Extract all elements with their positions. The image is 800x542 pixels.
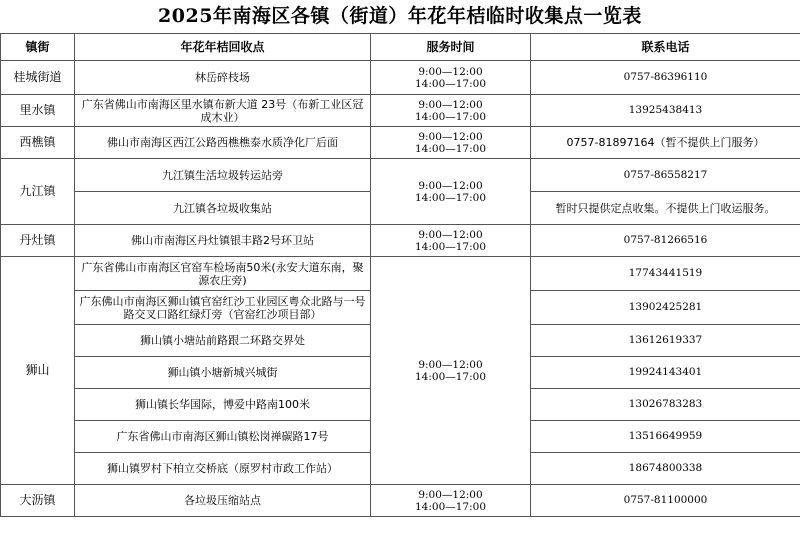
time-afternoon: 14:00—17:00 <box>414 110 487 123</box>
phone-cell: 0757-81897164（暂不提供上门服务） <box>531 127 800 159</box>
point-cell: 狮山镇长华国际，博爱中路南100米 <box>75 389 371 421</box>
phone-cell: 19924143401 <box>531 357 800 389</box>
table-row <box>1 95 800 127</box>
table-row <box>1 61 800 95</box>
point-cell: 林岳碎枝场 <box>75 61 371 95</box>
point-cell: 广东省佛山市南海区官窑车检场南50米(永安大道东南，聚源农庄旁) <box>75 257 371 291</box>
collection-points-table <box>0 33 800 517</box>
point-cell: 各垃圾压缩站点 <box>75 485 371 517</box>
table-row <box>1 225 800 257</box>
table-row <box>1 159 800 192</box>
header-time: 服务时间 <box>371 34 531 61</box>
phone-cell: 0757-86558217 <box>531 159 800 192</box>
table-header-row <box>1 34 800 61</box>
phone-cell: 0757-81266516 <box>531 225 800 257</box>
point-cell: 广东省佛山市南海区狮山镇松岗禅碳路17号 <box>75 421 371 453</box>
time-morning: 9:00—12:00 <box>418 179 483 192</box>
point-cell: 佛山市南海区丹灶镇银丰路2号环卫站 <box>75 225 371 257</box>
time-cell <box>371 61 531 95</box>
time-morning: 9:00—12:00 <box>418 228 483 241</box>
phone-cell: 0757-86396110 <box>531 61 800 95</box>
time-morning: 9:00—12:00 <box>418 65 483 78</box>
point-cell: 狮山镇罗村下柏立交桥底（原罗村市政工作站） <box>75 453 371 485</box>
time-afternoon: 14:00—17:00 <box>414 500 487 513</box>
table-row <box>1 485 800 517</box>
town-cell: 桂城街道 <box>1 61 75 95</box>
time-cell <box>371 95 531 127</box>
point-cell: 狮山镇小塘新城兴城街 <box>75 357 371 389</box>
phone-cell: 0757-81100000 <box>531 485 800 517</box>
town-cell: 里水镇 <box>1 95 75 127</box>
point-cell: 广东佛山市南海区狮山镇官窑红沙工业园区粤众北路与一号路交叉口路红绿灯旁（官窑红沙项目部） <box>75 291 371 325</box>
phone-cell: 暂时只提供定点收集。不提供上门收运服务。 <box>531 192 800 225</box>
time-afternoon: 14:00—17:00 <box>414 370 487 383</box>
table-row <box>1 127 800 159</box>
phone-cell: 17743441519 <box>531 257 800 291</box>
page-title: 2025年南海区各镇（街道）年花年桔临时收集点一览表 <box>158 5 642 27</box>
time-afternoon: 14:00—17:00 <box>414 77 487 90</box>
town-cell: 丹灶镇 <box>1 225 75 257</box>
header-phone: 联系电话 <box>531 34 800 61</box>
point-cell: 广东省佛山市南海区里水镇布新大道 23号（布新工业区冠成木业） <box>75 95 371 127</box>
table-row <box>1 257 800 291</box>
time-cell <box>371 159 531 225</box>
header-point: 年花年桔回收点 <box>75 34 371 61</box>
phone-cell: 13516649959 <box>531 421 800 453</box>
point-cell: 九江镇生活垃圾转运站旁 <box>75 159 371 192</box>
point-cell: 佛山市南海区西江公路西樵樵泰水质净化厂后面 <box>75 127 371 159</box>
point-cell: 九江镇各垃圾收集站 <box>75 192 371 225</box>
time-afternoon: 14:00—17:00 <box>414 191 487 204</box>
time-morning: 9:00—12:00 <box>418 358 483 371</box>
phone-cell: 13925438413 <box>531 95 800 127</box>
time-afternoon: 14:00—17:00 <box>414 142 487 155</box>
town-cell: 狮山 <box>1 257 75 485</box>
town-cell: 大沥镇 <box>1 485 75 517</box>
point-cell: 狮山镇小塘站前路跟二环路交界处 <box>75 325 371 357</box>
time-morning: 9:00—12:00 <box>418 98 483 111</box>
town-cell: 西樵镇 <box>1 127 75 159</box>
town-cell: 九江镇 <box>1 159 75 225</box>
phone-cell: 18674800338 <box>531 453 800 485</box>
time-afternoon: 14:00—17:00 <box>414 240 487 253</box>
time-morning: 9:00—12:00 <box>418 488 483 501</box>
time-cell <box>371 257 531 485</box>
time-cell <box>371 127 531 159</box>
header-town: 镇街 <box>1 34 75 61</box>
time-cell <box>371 225 531 257</box>
time-cell <box>371 485 531 517</box>
time-morning: 9:00—12:00 <box>418 130 483 143</box>
phone-cell: 13612619337 <box>531 325 800 357</box>
phone-cell: 13026783283 <box>531 389 800 421</box>
phone-cell: 13902425281 <box>531 291 800 325</box>
